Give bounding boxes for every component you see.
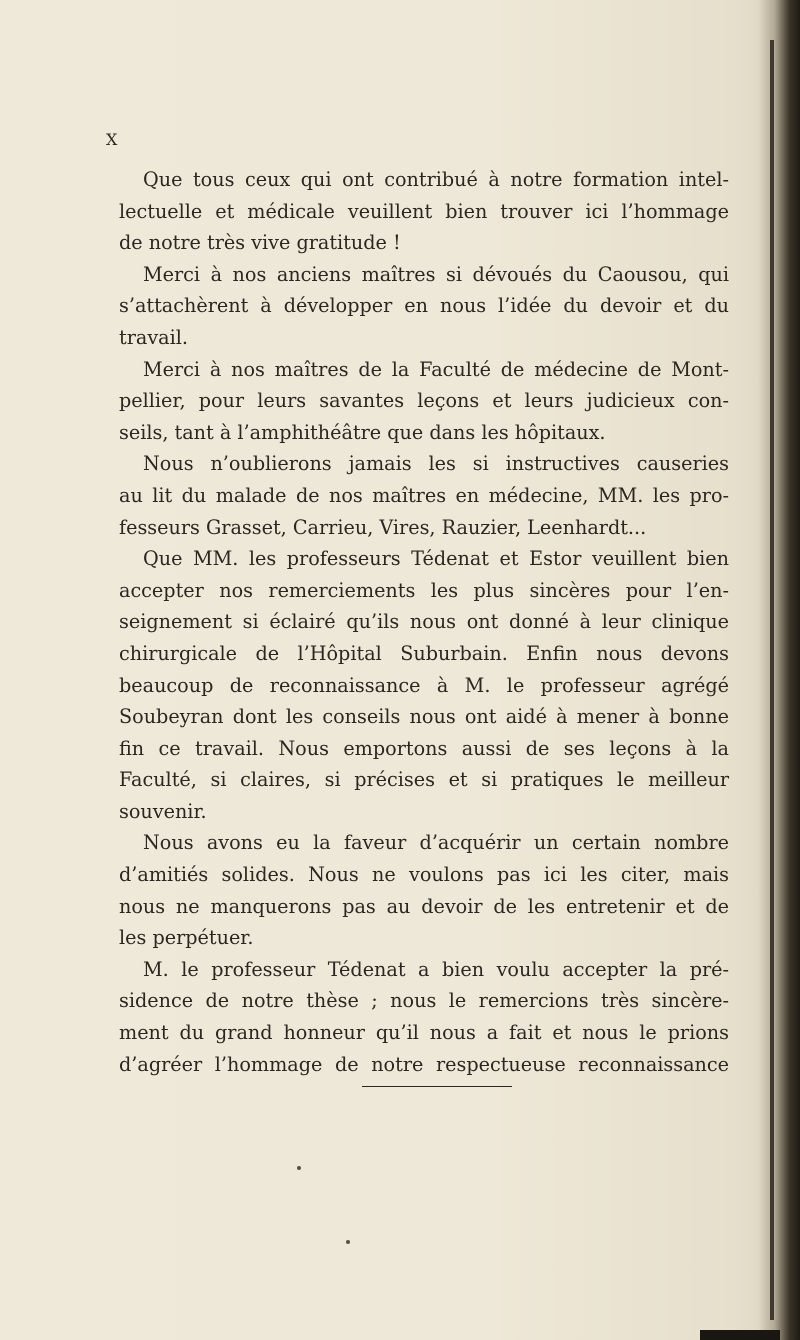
scan-edge-shadow: [700, 1330, 780, 1340]
text-line: d’agréer l’hommage de notre respectueuse reconnaissance: [119, 1052, 729, 1076]
text-line: travail.: [119, 325, 188, 349]
text-line: fesseurs Grasset, Carrieu, Vires, Rauzier, Leenhardt...: [119, 515, 647, 539]
text-line: Nous n’oublierons jamais les si instructives causeries: [143, 452, 729, 476]
text-line: M. le professeur Tédenat a bien voulu accepter la pré-: [143, 957, 729, 981]
text-line: Nous avons eu la faveur d’acquérir un certain nombre: [143, 831, 729, 855]
text-line: de notre très vive gratitude !: [119, 231, 401, 255]
text-line: Faculté, si claires, si précises et si pratiques le meilleur: [119, 768, 729, 792]
text-line: beaucoup de reconnaissance à M. le professeur agrégé: [119, 673, 729, 697]
text-line: Merci à nos maîtres de la Faculté de médecine de Mont-: [143, 357, 729, 381]
text-line: Que tous ceux qui ont contribué à notre formation intel-: [143, 168, 729, 191]
text-line: au lit du malade de nos maîtres en médecine, MM. les pro-: [119, 483, 729, 507]
text-line: nous ne manquerons pas au devoir de les entretenir et de: [119, 894, 729, 918]
text-line: souvenir.: [119, 799, 207, 823]
text-line: les perpétuer.: [119, 926, 254, 950]
text-line: ment du grand honneur qu’il nous a fait et nous le prions: [119, 1021, 729, 1045]
text-line: fin ce travail. Nous emportons aussi de ses leçons à la: [119, 736, 729, 760]
text-line: pellier, pour leurs savantes leçons et leurs judicieux con-: [119, 389, 729, 413]
text-line: Soubeyran dont les conseils nous ont aidé à mener à bonne: [119, 705, 729, 729]
text-line: seignement si éclairé qu’ils nous ont donné à leur clinique: [119, 610, 729, 634]
print-speck: [297, 1166, 301, 1170]
print-speck: [346, 1240, 350, 1244]
text-line: sidence de notre thèse ; nous le remercions très sincère-: [119, 989, 729, 1013]
closing-rule: [362, 1086, 512, 1087]
acknowledgements-text: [119, 164, 729, 1080]
text-line: lectuelle et médicale veuillent bien trouver ici l’hommage: [119, 199, 729, 223]
text-line: d’amitiés solides. Nous ne voulons pas ici les citer, mais: [119, 863, 729, 887]
text-line: Merci à nos anciens maîtres si dévoués du Caousou, qui: [143, 262, 729, 286]
text-line: s’attachèrent à développer en nous l’idée du devoir et du: [119, 294, 729, 318]
text-line: accepter nos remerciements les plus sincères pour l’en-: [119, 578, 729, 602]
binding-shadow-line: [770, 40, 774, 1320]
page-number: X: [106, 130, 118, 149]
text-line: seils, tant à l’amphithéâtre que dans les hôpitaux.: [119, 420, 606, 444]
text-line: chirurgicale de l’Hôpital Suburbain. Enfin nous devons: [119, 641, 729, 665]
binding-edge: [758, 0, 800, 1340]
text-line: Que MM. les professeurs Tédenat et Estor veuillent bien: [143, 547, 729, 571]
